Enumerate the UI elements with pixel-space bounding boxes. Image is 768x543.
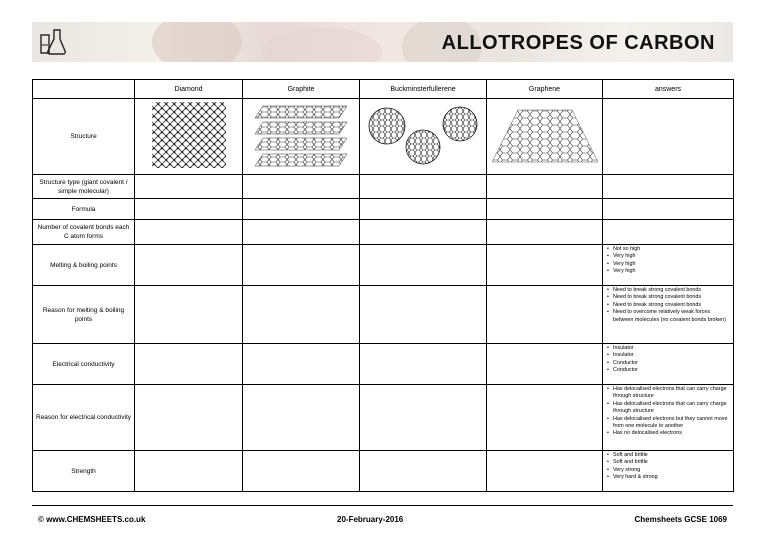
row-label: Reason for melting & boiling points [33, 286, 135, 344]
answer-item: • Soft and brittle [613, 452, 731, 459]
column-header: Graphite [243, 80, 360, 99]
row-label: Number of covalent bonds each C atom forms [33, 220, 135, 245]
answer-item: • Very high [613, 268, 731, 275]
answers-cell [603, 220, 734, 245]
table-row [33, 220, 734, 245]
footer-date: 20-February-2016 [337, 515, 404, 524]
answer-item: • Need to break strong covalent bonds [613, 287, 731, 294]
table-row [33, 344, 734, 385]
graphite-structure-image [251, 102, 351, 168]
answer-item: • Not so high [613, 246, 731, 253]
header-row [33, 80, 734, 99]
answer-item: • Conductor [613, 360, 731, 367]
answer-item: • Very strong [613, 467, 731, 474]
corner-cell [33, 80, 135, 99]
table-row [33, 199, 734, 220]
answer-item: • Insulator [613, 345, 731, 352]
buckminsterfullerene-structure-image [367, 102, 479, 168]
answer-item: • Need to overcome relatively weak forces between molecules (no covalent bonds broken) [613, 309, 731, 324]
answer-item: • Has no delocalised electrons [613, 430, 731, 437]
footer-reference: Chemsheets GCSE 1069 [634, 515, 727, 524]
answers-cell [603, 385, 734, 451]
table-row [33, 385, 734, 451]
footer [32, 505, 733, 524]
answer-item: • Has delocalised electrons that can carry charge through structure [613, 386, 731, 401]
column-header: answers [603, 80, 734, 99]
answers-cell [603, 451, 734, 492]
graphite-structure-cell [243, 99, 360, 175]
allotropes-table [32, 79, 734, 492]
answers-cell [603, 245, 734, 286]
table-row [33, 245, 734, 286]
answer-item: • Very hard & strong [613, 474, 731, 481]
graphene-structure-image [490, 104, 600, 166]
footer-copyright: © www.CHEMSHEETS.co.uk [38, 515, 146, 524]
answer-item: • Need to break strong covalent bonds [613, 302, 731, 309]
header-banner [32, 22, 733, 62]
answer-item: • Very high [613, 261, 731, 268]
answers-cell [603, 344, 734, 385]
answers-cell [603, 175, 734, 199]
graphene-structure-cell [487, 99, 603, 175]
column-header: Graphene [487, 80, 603, 99]
table-row [33, 286, 734, 344]
column-header: Buckminsterfullerene [360, 80, 487, 99]
row-label: Electrical conductivity [33, 344, 135, 385]
answers-cell [603, 99, 734, 175]
table-row [33, 99, 734, 175]
column-header: Diamond [135, 80, 243, 99]
answer-item: • Need to break strong covalent bonds [613, 294, 731, 301]
lab-glassware-icon [38, 27, 68, 57]
answer-item: • Has delocalised electrons but they cannot move from one molecule to another [613, 416, 731, 431]
row-label: Strength [33, 451, 135, 492]
answers-cell [603, 286, 734, 344]
answers-cell [603, 199, 734, 220]
row-label: Melting & boiling points [33, 245, 135, 286]
answer-item: • Insulator [613, 352, 731, 359]
page-title: ALLOTROPES OF CARBON [441, 32, 715, 54]
table-row [33, 451, 734, 492]
row-label: Reason for electrical conductivity [33, 385, 135, 451]
diamond-structure-image [150, 100, 228, 170]
answer-item: • Conductor [613, 367, 731, 374]
row-label: Structure type (giant covalent / simple molecular) [33, 175, 135, 199]
row-label: Structure [33, 99, 135, 175]
row-label: Formula [33, 199, 135, 220]
table-row [33, 175, 734, 199]
buckminsterfullerene-structure-cell [360, 99, 487, 175]
answer-item: • Has delocalised electrons that can carry charge through structure [613, 401, 731, 416]
answer-item: • Very high [613, 253, 731, 260]
diamond-structure-cell [135, 99, 243, 175]
answer-item: • Soft and brittle [613, 459, 731, 466]
